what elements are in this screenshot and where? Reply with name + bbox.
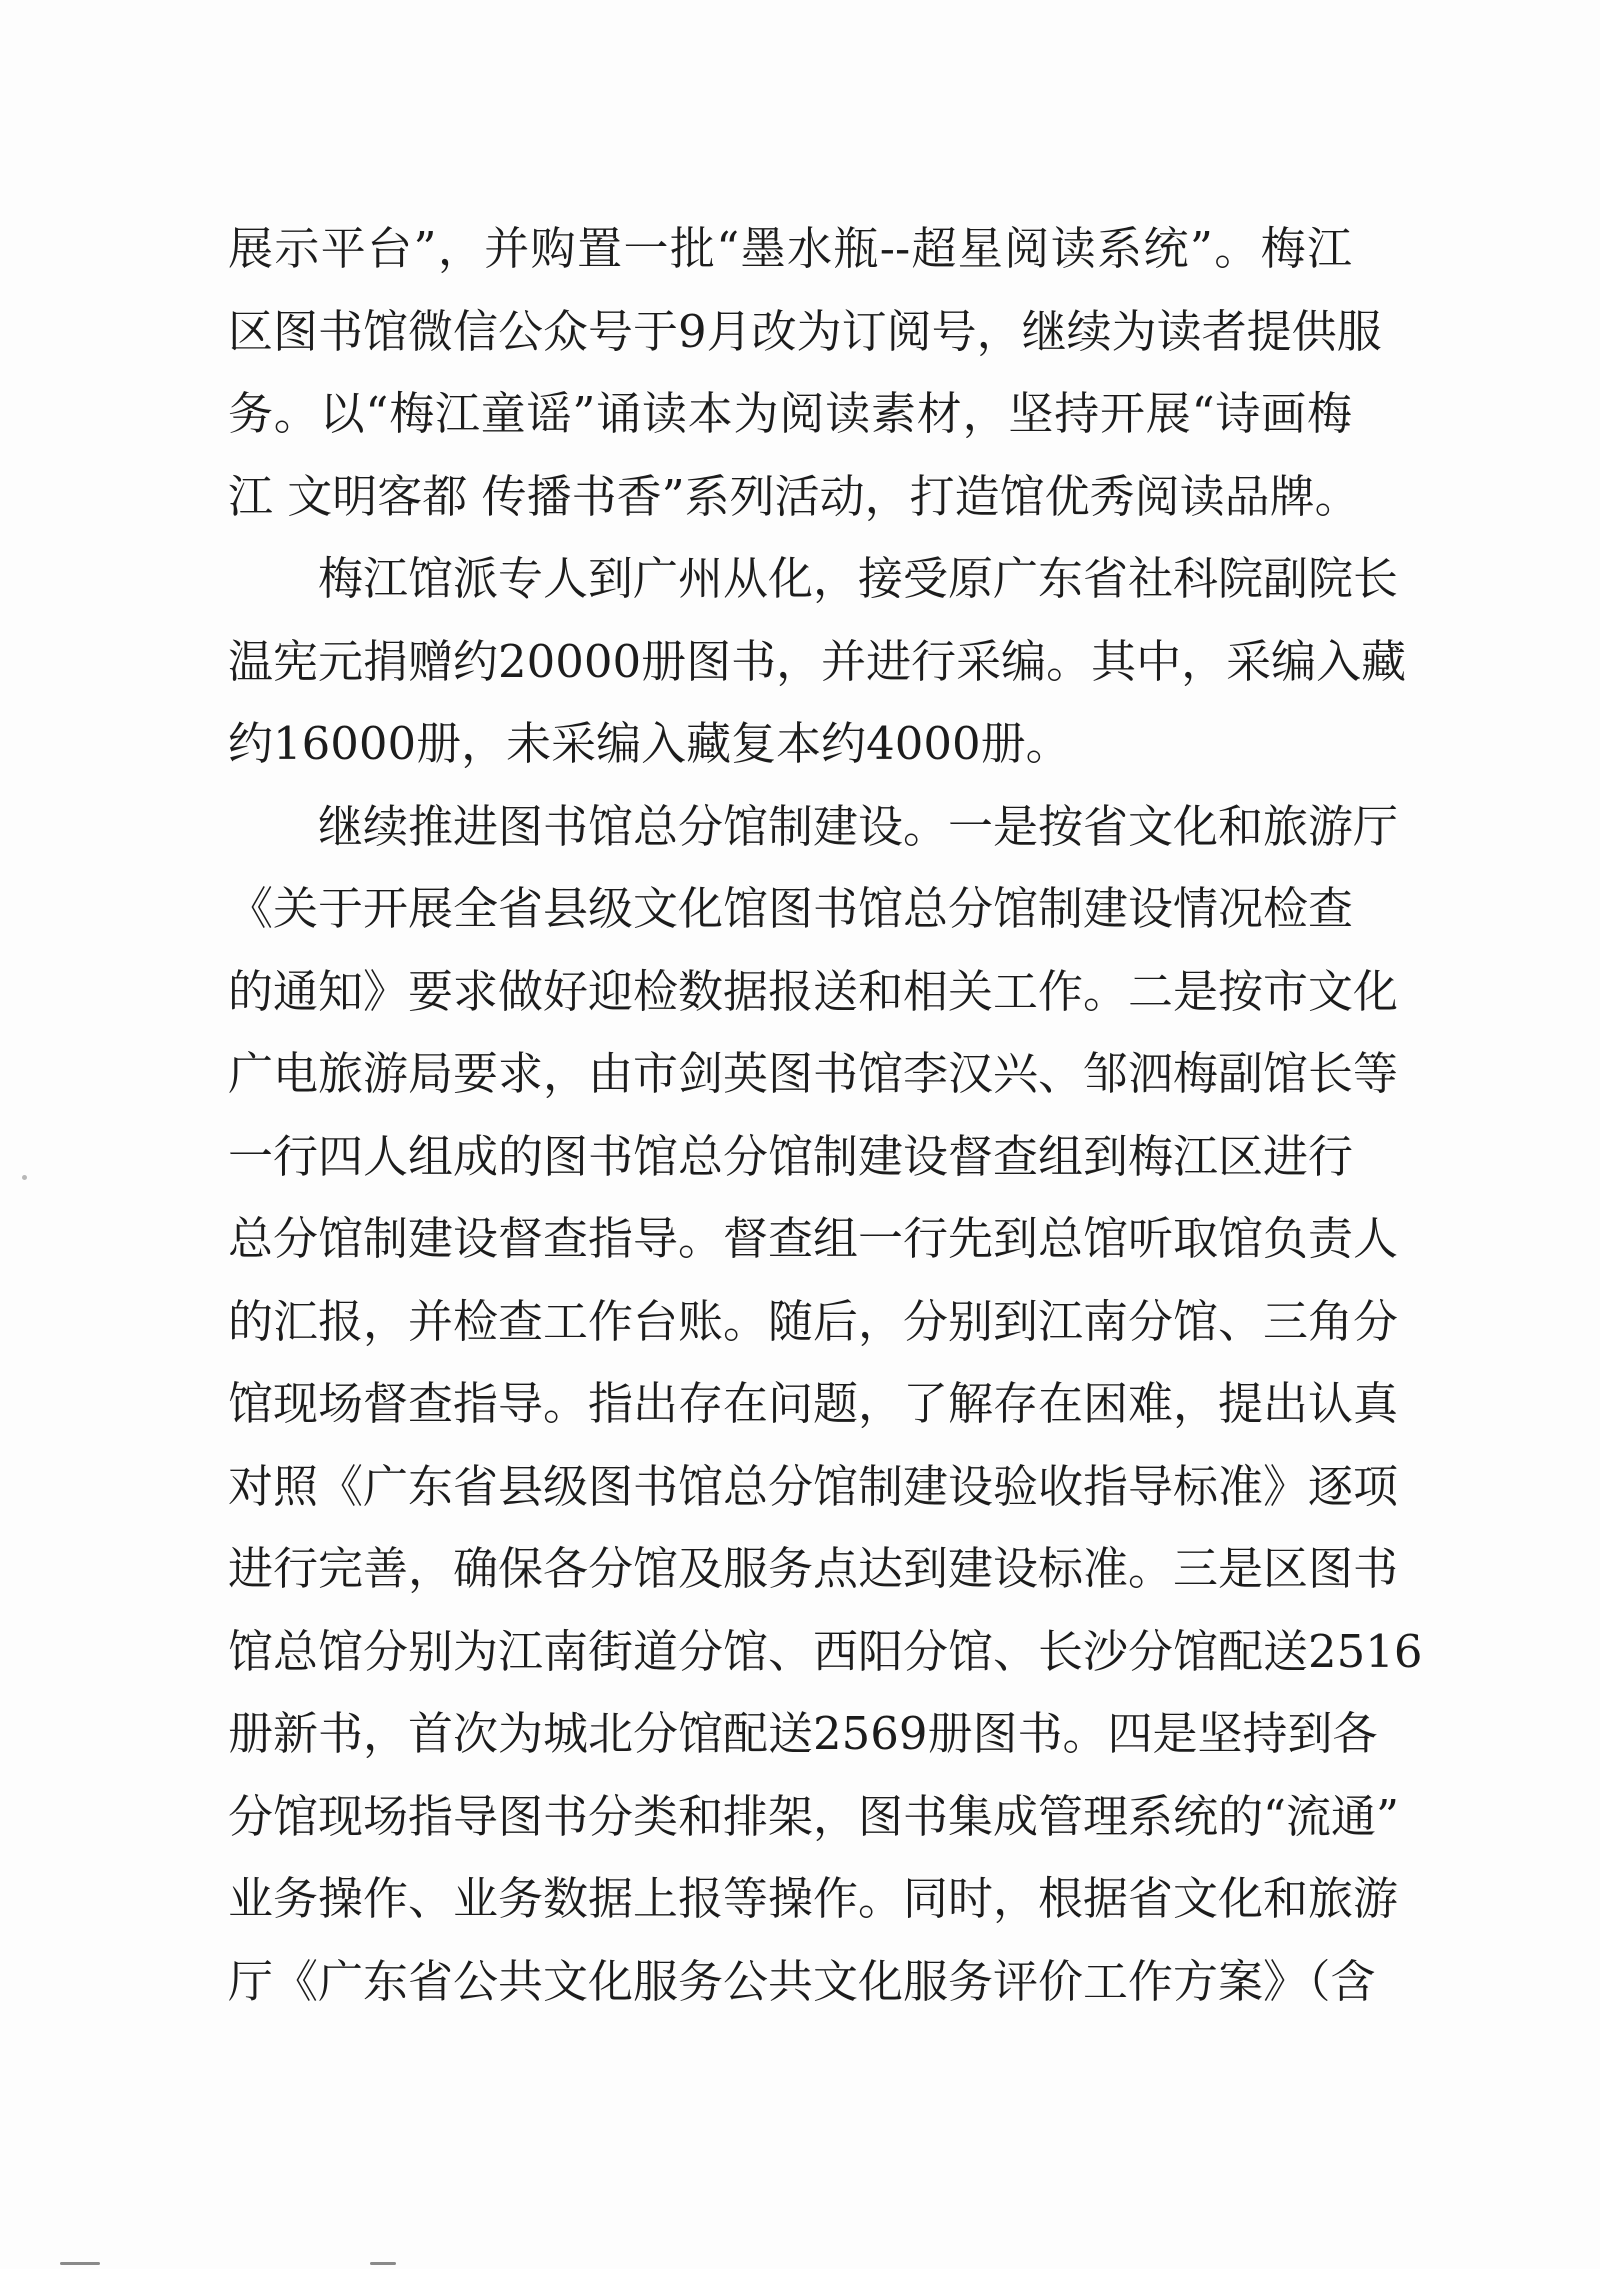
- body-text: [228, 208, 1423, 2023]
- text-line: 梅江馆派专人到广州从化，接受原广东省社科院副院长: [318, 552, 1399, 605]
- text-line: 务。以“梅江童谣”诵读本为阅读素材，坚持开展“诗画梅: [228, 387, 1352, 440]
- text-line: 温宪元捐赠约20000册图书，并进行采编。其中，采编入藏: [228, 634, 1407, 688]
- text-line: 约16000册，未采编入藏复本约4000册。: [228, 717, 1071, 770]
- text-line: 业务操作、业务数据上报等操作。同时，根据省文化和旅游: [228, 1872, 1399, 1925]
- text-line: 区图书馆微信公众号于9月改为订阅号，继续为读者提供服: [228, 304, 1382, 358]
- scan-edge-mark: [60, 2262, 100, 2265]
- text-line: 《关于开展全省县级文化馆图书馆总分馆制建设情况检查: [228, 882, 1354, 935]
- scan-speck: [22, 1175, 27, 1180]
- text-line: 的汇报，并检查工作台账。随后，分别到江南分馆、三角分: [228, 1294, 1399, 1348]
- text-line: 馆现场督查指导。指出存在问题，了解存在困难，提出认真: [228, 1377, 1399, 1430]
- text-line: 展示平台”，并购置一批“墨水瓶--超星阅读系统”。梅江: [228, 222, 1352, 275]
- text-line: 册新书，首次为城北分馆配送2569册图书。四是坚持到各: [228, 1707, 1378, 1760]
- text-line: 分馆现场指导图书分类和排架，图书集成管理系统的“流通”: [228, 1789, 1400, 1843]
- text-line: 一行四人组成的图书馆总分馆制建设督查组到梅江区进行: [228, 1129, 1354, 1183]
- text-line: 进行完善，确保各分馆及服务点达到建设标准。三是区图书: [228, 1542, 1399, 1595]
- text-line: 继续推进图书馆总分馆制建设。一是按省文化和旅游厅: [318, 799, 1399, 853]
- text-line: 馆总馆分别为江南街道分馆、西阳分馆、长沙分馆配送2516: [228, 1624, 1423, 1678]
- text-line: 总分馆制建设督查指导。督查组一行先到总馆听取馆负责人: [228, 1212, 1399, 1265]
- text-line: 对照《广东省县级图书馆总分馆制建设验收指导标准》逐项: [228, 1459, 1399, 1513]
- scan-edge-mark: [370, 2262, 396, 2265]
- text-line: 广电旅游局要求，由市剑英图书馆李汉兴、邹泗梅副馆长等: [228, 1047, 1399, 1100]
- text-line: 的通知》要求做好迎检数据报送和相关工作。二是按市文化: [228, 964, 1399, 1018]
- text-line: 江 文明客都 传播书香”系列活动，打造馆优秀阅读品牌。: [228, 469, 1360, 523]
- text-line: 厅《广东省公共文化服务公共文化服务评价工作方案》（含: [228, 1954, 1376, 2008]
